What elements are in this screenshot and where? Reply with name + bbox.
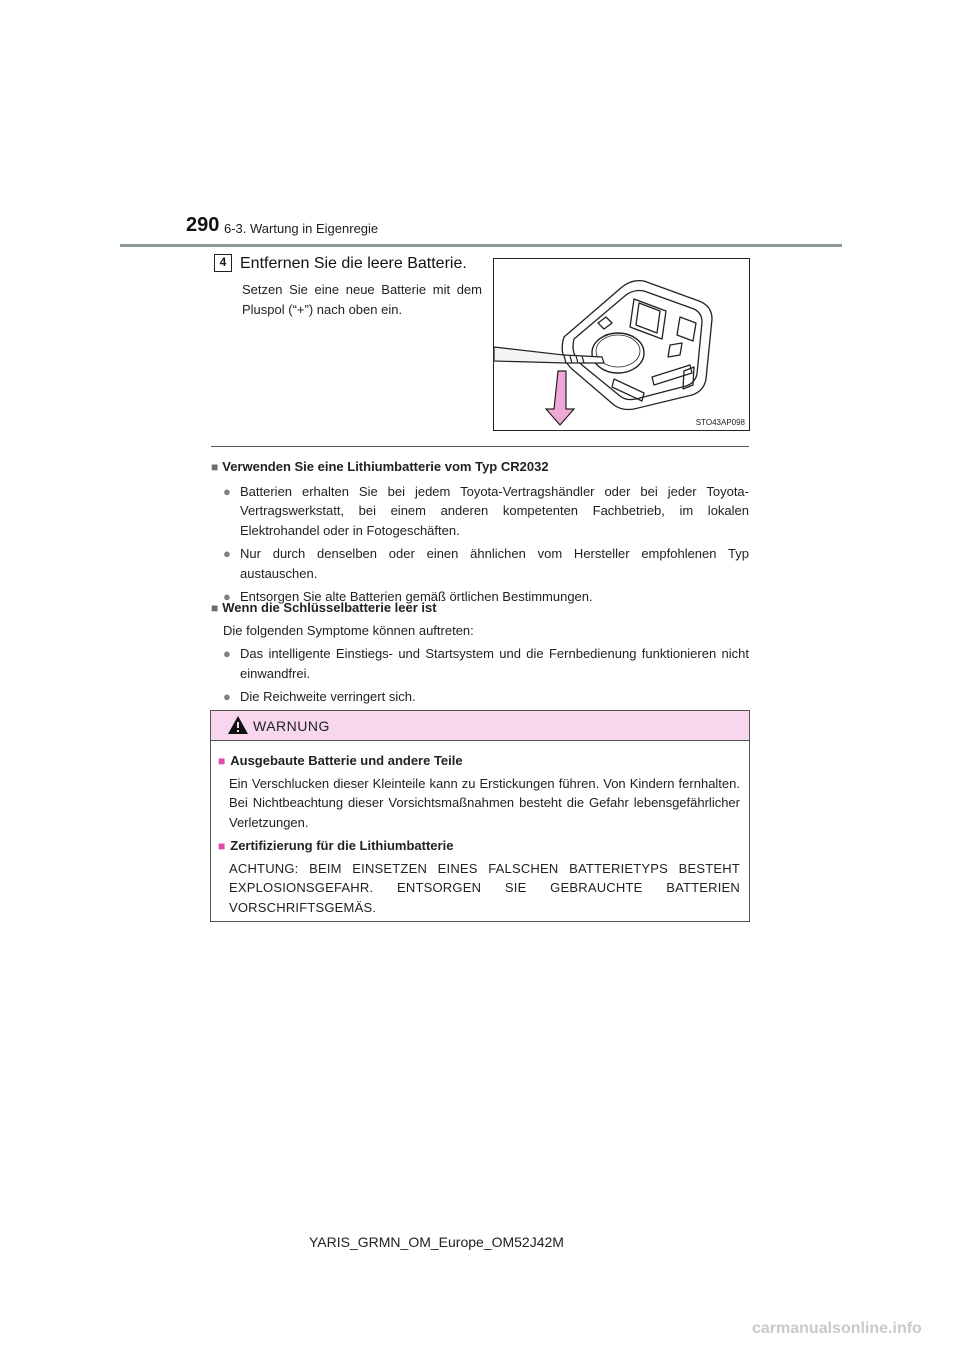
- key-battery-figure: [493, 258, 750, 431]
- warning-body: [218, 751, 740, 917]
- list-item: ● Entsorgen Sie alte Batterien gemäß örtlichen Bestimmungen.: [223, 587, 749, 607]
- notes-battery-empty: [211, 598, 749, 707]
- screwdriver: [494, 347, 604, 363]
- header-divider: [120, 244, 842, 247]
- section-title: 6-3. Wartung in Eigenregie: [224, 221, 379, 236]
- warning-box: [210, 710, 750, 922]
- warning-triangle-icon: [227, 715, 249, 735]
- warning-item-heading: ■ Zertifizierung für die Lithiumbatterie: [218, 838, 454, 853]
- warning-title: WARNUNG: [253, 718, 330, 734]
- square-bullet-icon: ■: [211, 601, 219, 615]
- square-bullet-icon: ■: [218, 754, 226, 768]
- warning-item-text: ACHTUNG: BEIM EINSETZEN EINES FALSCHEN BATTERIETYPS BESTEHT EXPLOSIONSGEFAHR. ENTSORGEN SIE GEBRAUCHTE BATTERIEN VORSCHRIFTSGEMÄS.: [229, 860, 740, 915]
- watermark: carmanualsonline.info: [752, 1320, 922, 1337]
- warning-header: [211, 711, 749, 741]
- note-heading: ■ Verwenden Sie eine Lithiumbatterie vom Typ CR2032: [211, 459, 549, 474]
- list-item: ● Nur durch denselben oder einen ähnlichen vom Hersteller empfohlenen Typ austauschen.: [223, 546, 749, 581]
- warning-item-text: Ein Verschlucken dieser Kleinteile kann zu Erstickungen führen. Von Kindern fernhalten. Bei Nichtbeachtung dieser Vorsichtsmaßnahmen besteht die Gefahr lebensgefährlicher Verletzungen.: [229, 775, 740, 830]
- rotation-arrow: [546, 371, 574, 425]
- section-divider: [211, 446, 749, 447]
- list-item: ● Batterien erhalten Sie bei jedem Toyota-Vertragshändler oder bei jeder Toyota-Vertragswerkstatt, bei einem anderen kompetenten Fachbetrieb, im lokalen Elektrohandel oder in Fotogeschäften.: [223, 483, 749, 538]
- square-bullet-icon: ■: [211, 460, 219, 474]
- page-number: 290: [186, 214, 220, 236]
- circle-bullet-icon: ●: [223, 483, 231, 499]
- circle-bullet-icon: ●: [223, 646, 231, 661]
- square-bullet-icon: ■: [218, 839, 226, 853]
- circle-bullet-icon: ●: [223, 546, 231, 561]
- warning-item-heading: ■ Ausgebaute Batterie und andere Teile: [218, 753, 463, 768]
- note-heading: ■ Wenn die Schlüsselbatterie leer ist: [211, 600, 437, 615]
- circle-bullet-icon: ●: [223, 589, 231, 604]
- key-fob-illustration: [494, 259, 749, 430]
- list-item: ● Die Reichweite verringert sich.: [223, 687, 749, 707]
- notes-battery-type: [211, 457, 749, 607]
- document-code: YARIS_GRMN_OM_Europe_OM52J42M: [309, 1234, 564, 1250]
- figure-code: STO43AP098: [695, 418, 745, 427]
- list-item: ● Das intelligente Einstiegs- und Startsystem und die Fernbedienung funktionieren nicht einwandfrei.: [223, 646, 749, 681]
- note-intro: Die folgenden Symptome können auftreten:: [223, 622, 474, 638]
- circle-bullet-icon: ●: [223, 689, 231, 704]
- step-text: Setzen Sie eine neue Batterie mit dem Pluspol (“+”) nach oben ein.: [242, 282, 482, 317]
- step-heading: Entfernen Sie die leere Batterie.: [240, 255, 467, 272]
- step-number-badge: 4: [214, 254, 232, 272]
